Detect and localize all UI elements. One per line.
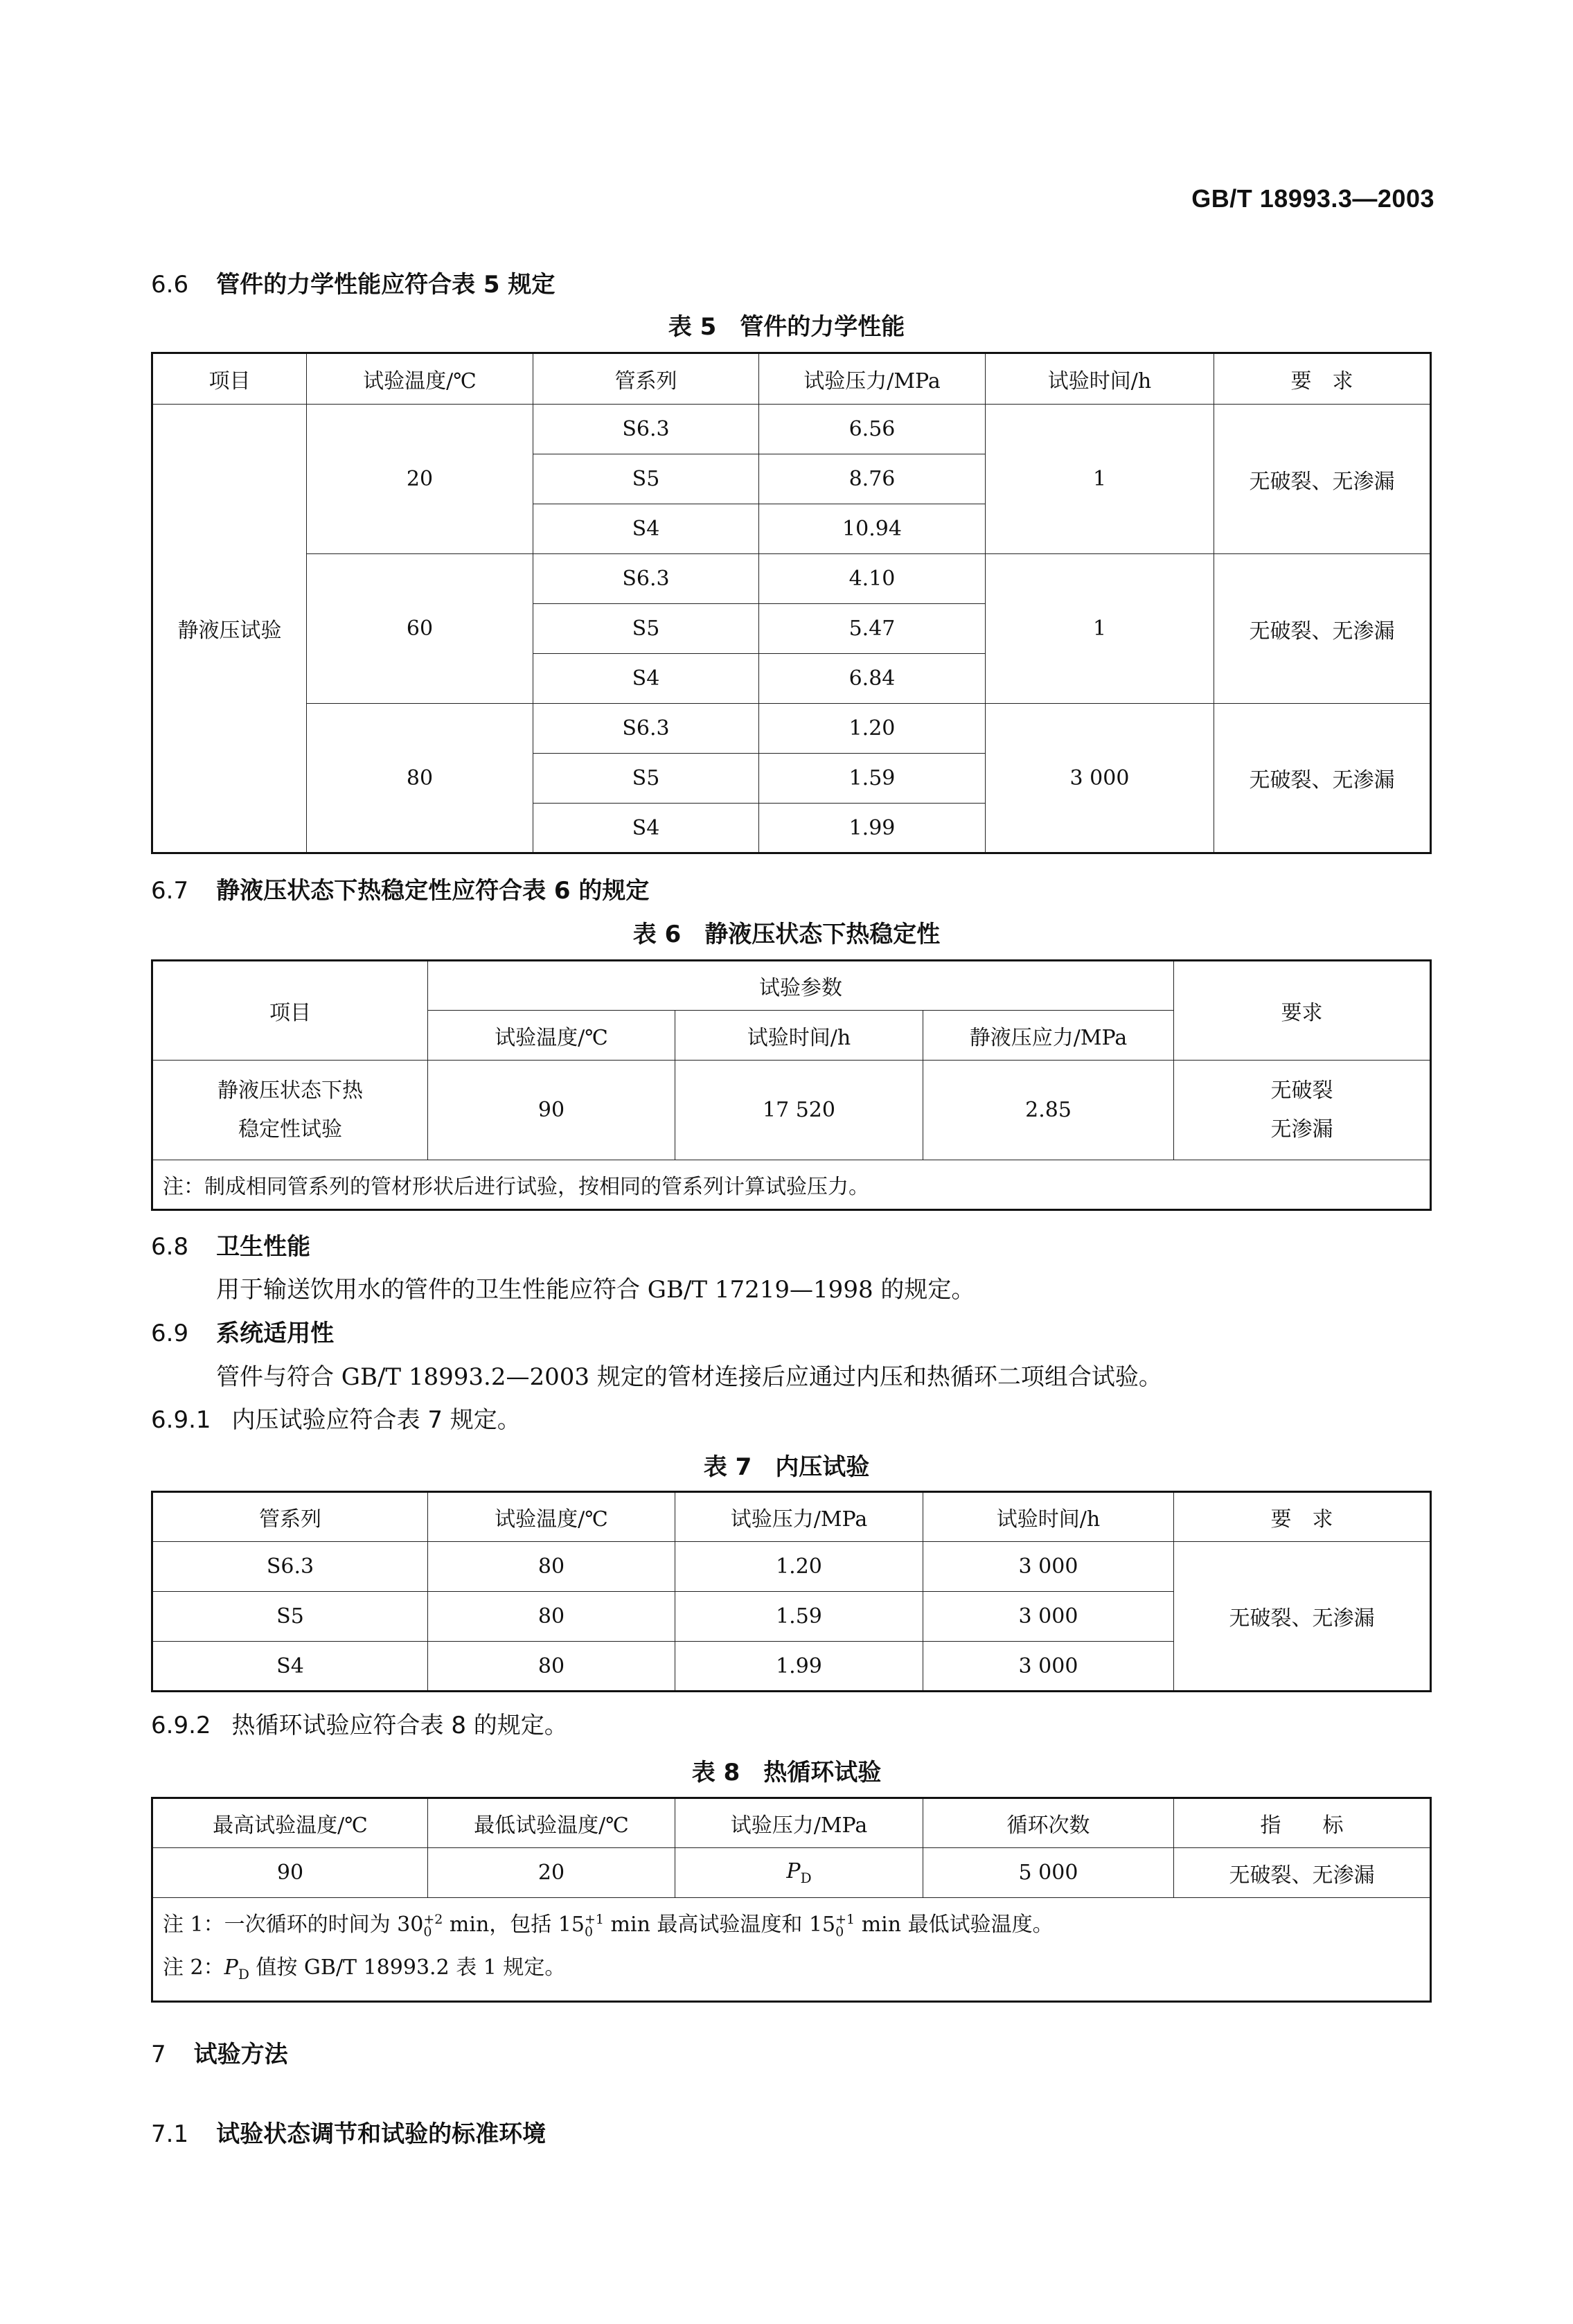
series-cell: S5 [533,754,759,804]
series-cell: S4 [533,504,759,554]
max-temp-cell: 90 [152,1848,428,1898]
pressure-cell: 1.59 [759,754,986,804]
header-cell: 最高试验温度/℃ [152,1798,428,1848]
pressure-subscript: D [238,1965,249,1983]
requirement-cell: 无破裂、无渗漏 [1174,1848,1431,1898]
section-7-1-heading [151,2115,546,2149]
pressure-cell: 5.47 [759,604,986,654]
pressure-cell: 1.20 [759,704,986,754]
requirement-cell: 无破裂、无渗漏 [1174,1542,1431,1692]
pressure-cell: 1.99 [759,804,986,853]
temp-cell: 60 [307,554,533,704]
series-cell: S6.3 [533,704,759,754]
section-number: 6.6 [151,271,189,299]
table-5-title: 表 5 管件的力学性能 [668,313,905,341]
series-cell: S4 [152,1642,428,1692]
section-number: 6.9.2 [151,1712,211,1739]
pressure-cell: 6.56 [759,405,986,454]
table-7 [151,1491,1432,1692]
section-6-7-heading [151,871,649,905]
series-cell: S4 [533,654,759,704]
header-cell: 管系列 [533,353,759,405]
section-6-9-1 [151,1401,521,1435]
time-cell: 3 000 [923,1592,1174,1642]
pressure-subscript: D [800,1870,812,1886]
header-cell: 要求 [1174,961,1431,1061]
header-cell: 试验时间/h [923,1492,1174,1542]
tolerance [585,1913,604,1938]
header-cell: 试验温度/℃ [428,1011,675,1061]
tolerance-lower: 0 [835,1924,844,1940]
requirement-cell: 无破裂、无渗漏 [1214,704,1431,853]
standard-code: GB/T 18993.3—2003 [1191,184,1434,213]
header-cell: 项目 [152,353,307,405]
table-6 [151,959,1432,1211]
cell-line: 无渗漏 [1270,1117,1333,1142]
note-text: min，包括 15 [443,1912,585,1937]
header-cell: 循环次数 [923,1798,1174,1848]
pressure-cell: 10.94 [759,504,986,554]
section-6-8-text: 用于输送饮用水的管件的卫生性能应符合 GB/T 17219—1998 的规定。 [216,1276,975,1304]
tolerance-upper: +1 [584,1911,604,1927]
section-6-9-2 [151,1706,568,1740]
tolerance [423,1913,443,1938]
test-item-cell: 静液压试验 [152,405,307,853]
tolerance-lower: 0 [423,1924,432,1940]
note-2 [163,1946,1430,1996]
temp-cell: 90 [428,1061,675,1160]
table-row [152,704,1431,754]
time-cell: 3 000 [923,1542,1174,1592]
note-text: 注 2： [163,1955,224,1980]
series-cell: S5 [533,454,759,504]
tolerance-lower: 0 [584,1924,594,1940]
pressure-cell: 8.76 [759,454,986,504]
header-cell: 要 求 [1174,1492,1431,1542]
section-number: 7 [151,2041,166,2068]
note-1 [163,1904,1430,1946]
section-number: 6.9 [151,1320,189,1347]
table-8-title: 表 8 热循环试验 [691,1759,882,1786]
time-cell: 1 [986,405,1214,554]
header-cell: 试验参数 [428,961,1174,1011]
section-text: 热循环试验应符合表 8 的规定。 [231,1712,568,1739]
header-cell: 项目 [152,961,428,1061]
table-row [152,1848,1431,1898]
table-5 [151,352,1432,854]
header-cell: 指 标 [1174,1798,1431,1848]
pressure-symbol: P [786,1859,801,1883]
section-title: 试验方法 [193,2041,288,2068]
header-cell: 静液压应力/MPa [923,1011,1174,1061]
cell-line: 稳定性试验 [238,1117,342,1142]
pressure-cell: 1.59 [675,1592,923,1642]
header-cell: 最低试验温度/℃ [428,1798,675,1848]
time-cell: 17 520 [675,1061,923,1160]
temp-cell: 80 [307,704,533,853]
note-text: 值按 GB/T 18993.2 表 1 规定。 [249,1955,566,1980]
section-6-9-text: 管件与符合 GB/T 18993.2—2003 规定的管材连接后应通过内压和热循环二项组合试验。 [216,1363,1162,1391]
section-title: 系统适用性 [216,1320,335,1347]
temp-cell: 80 [428,1642,675,1692]
table-header-row [152,353,1431,405]
table-header-row [152,961,1431,1011]
section-number: 6.7 [151,877,189,905]
pressure-cell [675,1848,923,1898]
header-cell: 试验温度/℃ [428,1492,675,1542]
table-row [152,405,1431,454]
series-cell: S5 [533,604,759,654]
table-row [152,1542,1431,1592]
cell-line: 静液压状态下热 [217,1078,363,1103]
section-6-8-heading [151,1227,310,1261]
header-cell: 试验压力/MPa [675,1492,923,1542]
pressure-cell: 6.84 [759,654,986,704]
table-header-row [152,1798,1431,1848]
table-row [152,1061,1431,1160]
time-cell: 1 [986,554,1214,704]
section-title: 管件的力学性能应符合表 5 规定 [216,271,556,299]
header-cell: 试验温度/℃ [307,353,533,405]
requirement-cell [1174,1061,1431,1160]
table-note-row [152,1160,1431,1210]
min-temp-cell: 20 [428,1848,675,1898]
table-notes [152,1898,1431,2002]
time-cell: 3 000 [923,1642,1174,1692]
table-note-row [152,1898,1431,2002]
requirement-cell: 无破裂、无渗漏 [1214,405,1431,554]
temp-cell: 20 [307,405,533,554]
header-cell: 要 求 [1214,353,1431,405]
pressure-cell: 1.99 [675,1642,923,1692]
test-item-cell [152,1061,428,1160]
tolerance [835,1913,855,1938]
table-6-title: 表 6 静液压状态下热稳定性 [632,921,941,948]
series-cell: S5 [152,1592,428,1642]
header-cell: 试验时间/h [675,1011,923,1061]
table-header-row [152,1492,1431,1542]
table-row [152,554,1431,604]
series-cell: S6.3 [533,554,759,604]
section-text: 内压试验应符合表 7 规定。 [231,1406,521,1434]
stress-cell: 2.85 [923,1061,1174,1160]
series-cell: S4 [533,804,759,853]
section-7-heading [151,2035,288,2069]
section-title: 卫生性能 [216,1233,311,1261]
table-note: 注：制成相同管系列的管材形状后进行试验，按相同的管系列计算试验压力。 [152,1160,1431,1210]
table-8 [151,1797,1432,2003]
temp-cell: 80 [428,1542,675,1592]
tolerance-upper: +2 [423,1911,443,1927]
section-title: 静液压状态下热稳定性应符合表 6 的规定 [216,877,650,905]
requirement-cell: 无破裂、无渗漏 [1214,554,1431,704]
note-text: min 最低试验温度。 [855,1912,1054,1937]
time-cell: 3 000 [986,704,1214,853]
pressure-cell: 1.20 [675,1542,923,1592]
header-cell: 试验压力/MPa [675,1798,923,1848]
note-text: 注 1：一次循环的时间为 30 [163,1912,424,1937]
header-cell: 试验时间/h [986,353,1214,405]
pressure-symbol: P [224,1955,238,1980]
tolerance-upper: +1 [835,1911,855,1927]
cycles-cell: 5 000 [923,1848,1174,1898]
header-cell: 试验压力/MPa [759,353,986,405]
section-number: 6.9.1 [151,1406,211,1434]
cell-line: 无破裂 [1270,1078,1333,1103]
section-title: 试验状态调节和试验的标准环境 [216,2120,546,2148]
header-cell: 管系列 [152,1492,428,1542]
series-cell: S6.3 [152,1542,428,1592]
table-7-title: 表 7 内压试验 [703,1453,870,1481]
series-cell: S6.3 [533,405,759,454]
section-6-9-heading [151,1314,334,1348]
pressure-cell: 4.10 [759,554,986,604]
section-6-6-heading [151,265,555,299]
section-number: 6.8 [151,1233,189,1261]
temp-cell: 80 [428,1592,675,1642]
section-number: 7.1 [151,2120,189,2148]
note-text: min 最高试验温度和 15 [603,1912,836,1937]
